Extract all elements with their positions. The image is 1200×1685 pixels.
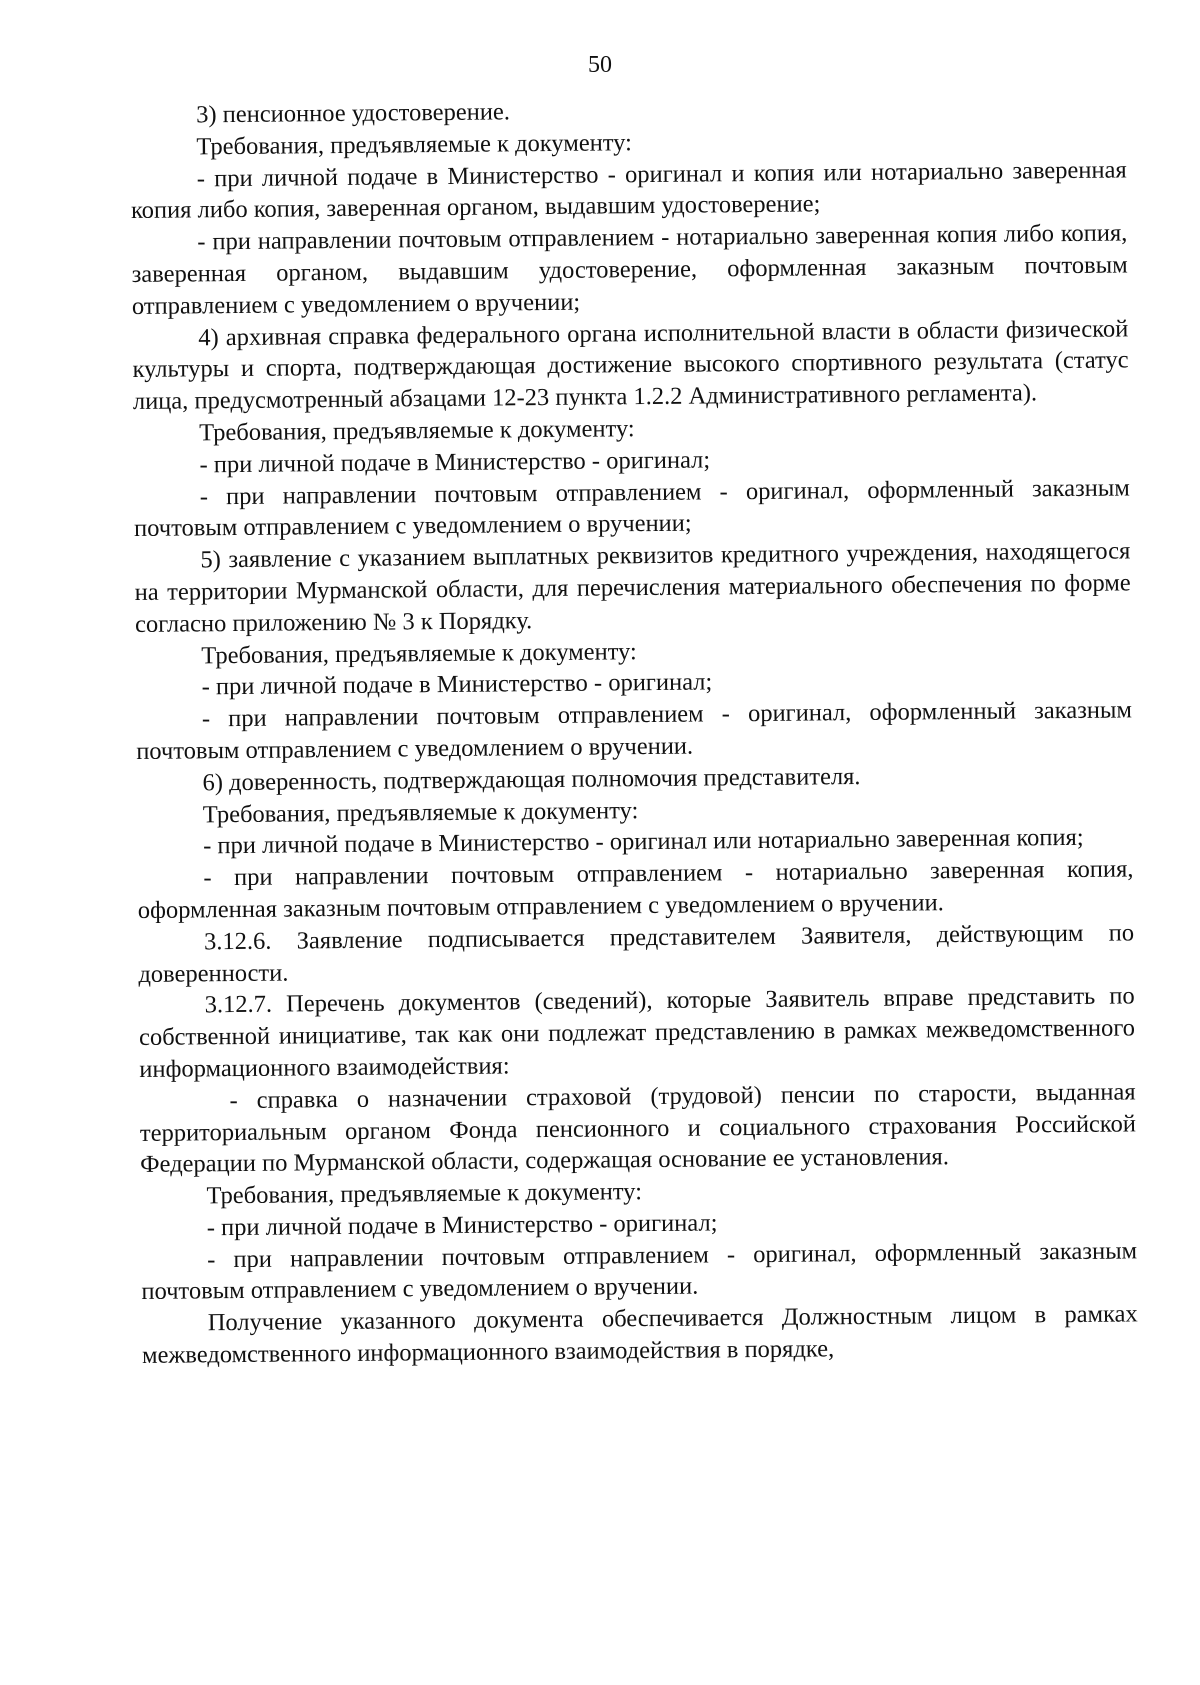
requirement-in-person: - при личной подаче в Министерство - оригинал; <box>201 668 713 701</box>
requirements-heading: Требования, предъявляемые к документу: <box>199 415 635 447</box>
requirement-in-person: - при личной подаче в Министерство - оригинал или нотариально заверенная копия; <box>203 824 1084 860</box>
requirement-by-mail: - при направлении почтовым отправлением - нотариально заверенная копия либо копия, заверенная органом, выдавшим удостоверение, оформленная заказным почтовым отправлением с уведомлением о вручении; <box>131 219 1128 320</box>
requirement-in-person: - при личной подаче в Министерство - оригинал; <box>206 1209 718 1242</box>
pension-certificate-item: - справка о назначении страховой (трудовой) пенсии по старости, выданная территориальным органом Фонда пенсионного и социального страхования Российской Федерации по Мурманской области, содержащая основание ее установления. <box>139 1078 1136 1179</box>
requirement-in-person: - при личной подаче в Министерство - оригинал и копия или нотариально заверенная копия либо копия, заверенная органом, выдавшим удостоверение; <box>130 156 1127 225</box>
document-retrieval-paragraph: Получение указанного документа обеспечивается Должностным лицом в рамках межведомственного информационного взаимодействия в порядке, <box>141 1300 1138 1370</box>
list-item-pension-certificate: 3) пенсионное удостоверение. <box>196 98 511 129</box>
requirement-by-mail: - при направлении почтовым отправлением - нотариально заверенная копия, оформленная заказным почтовым отправлением с уведомлением о вручении. <box>137 855 1134 924</box>
list-item-application: 5) заявление с указанием выплатных реквизитов кредитного учреждения, находящегося на территории Мурманской области, для перечисления материального обеспечения по форме согласно приложению № 3 к Порядку. <box>134 537 1131 638</box>
page-number: 50 <box>588 52 612 78</box>
list-item-archive-certificate: 4) архивная справка федерального органа исполнительной власти в области физической культуры и спорта, подтверждающая достижение высокого спортивного результата (статус лица, предусмотренный абзацами 12-23 пункта 1.2.2 Административного регламента). <box>132 315 1129 416</box>
list-item-power-of-attorney: 6) доверенность, подтверждающая полномочия представителя. <box>202 762 861 797</box>
requirement-by-mail: - при направлении почтовым отправлением - оригинал, оформленный заказным почтовым отправлением с уведомлением о вручении. <box>141 1237 1138 1306</box>
requirement-by-mail: - при направлении почтовым отправлением - оригинал, оформленный заказным почтовым отправлением с уведомлением о вручении. <box>136 696 1133 765</box>
requirement-by-mail: - при направлении почтовым отправлением - оригинал, оформленный заказным почтовым отправлением с уведомлением о вручении; <box>133 473 1130 543</box>
document-body <box>130 90 1138 1371</box>
clause-3-12-7: 3.12.7. Перечень документов (сведений), которые Заявитель вправе представить по собственной инициативе, так как они подлежат представлению в рамках межведомственного информационного взаимодействия: <box>138 982 1136 1083</box>
requirements-heading: Требования, предъявляемые к документу: <box>206 1178 643 1210</box>
clause-3-12-6: 3.12.6. Заявление подписывается представителем Заявителя, действующим по доверенности. <box>138 919 1135 988</box>
requirements-heading: Требования, предъявляемые к документу: <box>202 796 639 828</box>
requirements-heading: Требования, предъявляемые к документу: <box>196 128 633 161</box>
requirement-in-person: - при личной подаче в Министерство - оригинал; <box>199 446 711 479</box>
requirements-heading: Требования, предъявляемые к документу: <box>201 637 637 669</box>
